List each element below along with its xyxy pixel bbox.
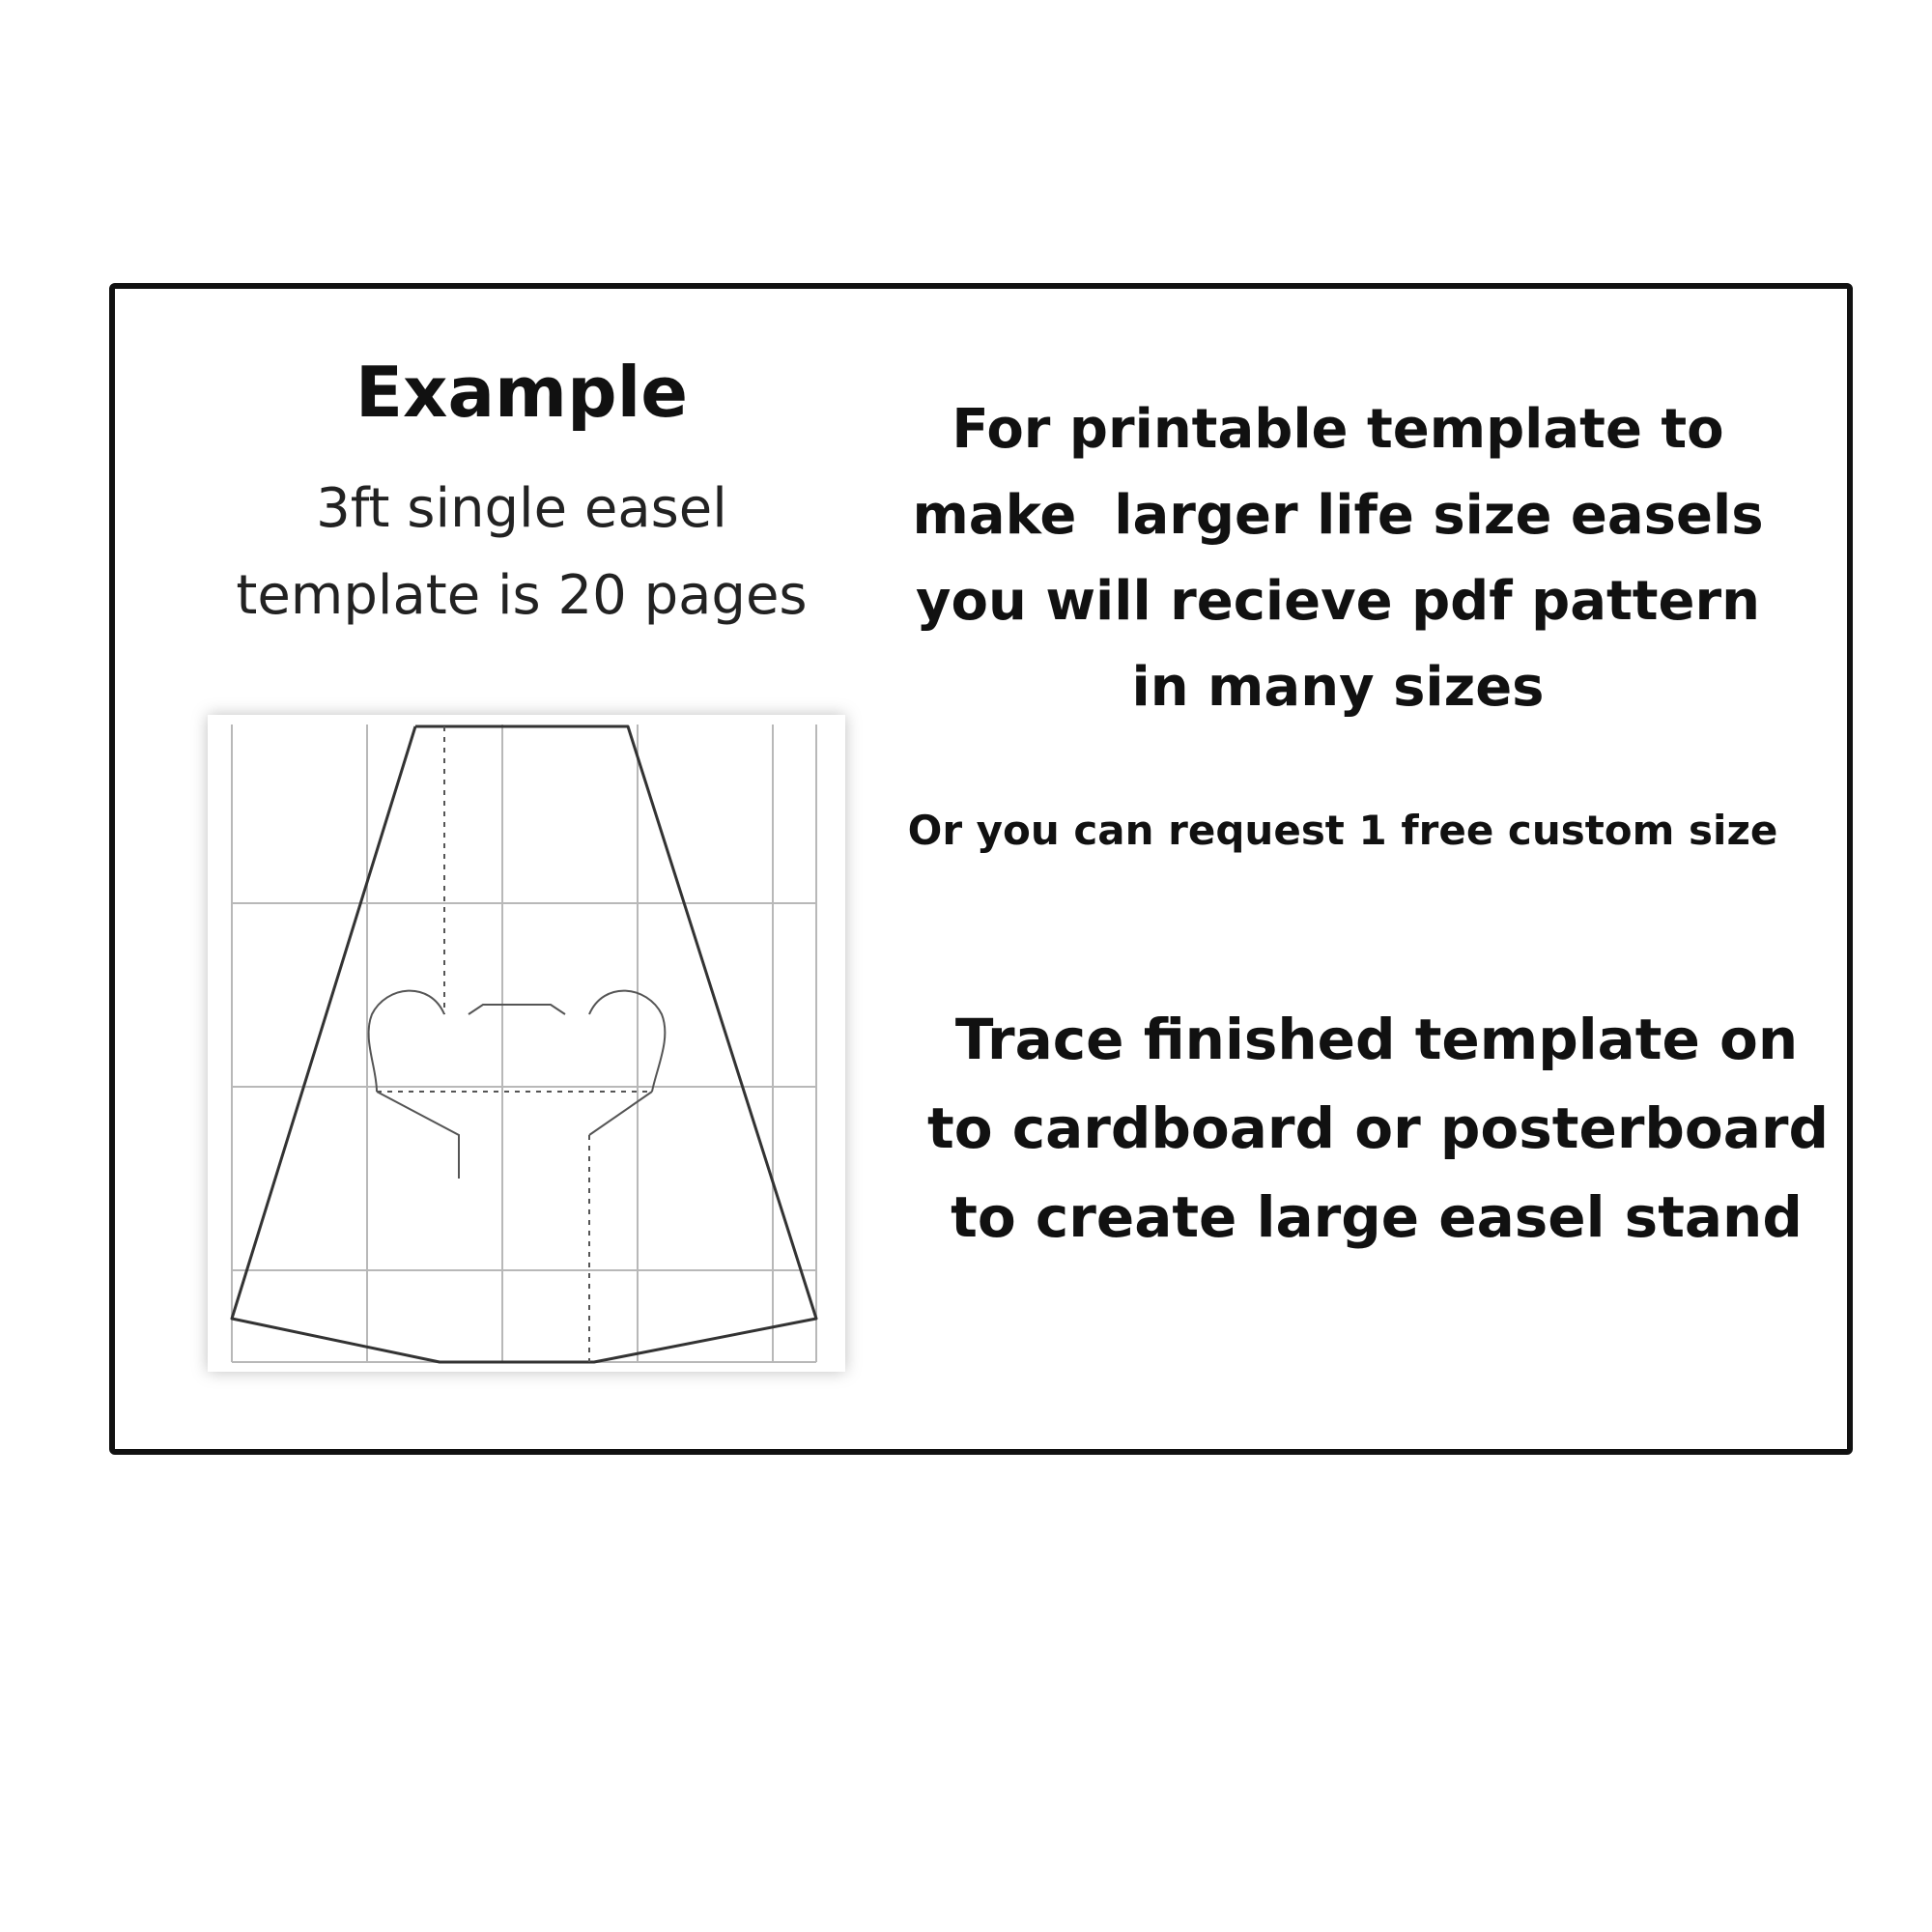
trace-line-3: to create large easel stand (951, 1184, 1803, 1250)
printable-line-4: in many sizes (1131, 656, 1545, 719)
subtitle-line-2: template is 20 pages (236, 564, 808, 627)
trace-line-1: Trace finished template on (954, 1007, 1799, 1072)
printable-line-1: For printable template to (952, 398, 1724, 461)
printable-line-3: you will recieve pdf pattern (915, 570, 1760, 633)
custom-size-text (894, 802, 1792, 860)
trace-instructions-text (927, 995, 1830, 1262)
diagram-paper (208, 715, 845, 1372)
example-subtitle (155, 466, 889, 639)
custom-size-line: Or you can request 1 free custom size (907, 807, 1778, 854)
printable-template-text (903, 386, 1773, 730)
example-title: Example (355, 352, 689, 433)
subtitle-line-1: 3ft single easel (316, 477, 727, 540)
printable-line-2: make larger life size easels (912, 484, 1764, 547)
trace-line-2: to cardboard or posterboard (927, 1095, 1830, 1161)
example-section (155, 338, 889, 639)
easel-template-diagram (208, 715, 845, 1372)
